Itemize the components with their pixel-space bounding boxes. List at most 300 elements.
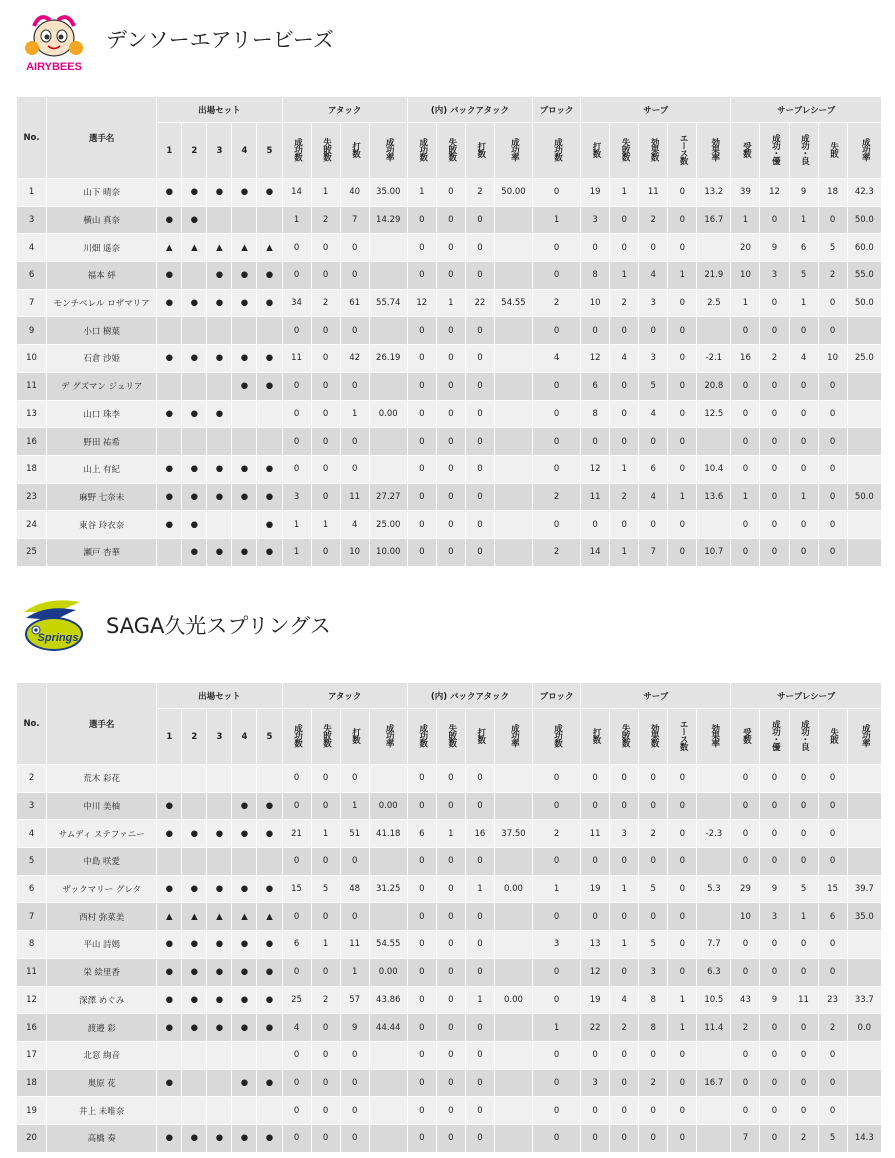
stat-cell: 0	[311, 234, 340, 262]
stat-cell: 25.0	[847, 345, 881, 373]
stat-cell: 0	[282, 400, 311, 428]
stat-cell: 40	[340, 179, 369, 207]
set-played-mark: ●	[232, 179, 257, 207]
stat-cell: 18	[818, 179, 847, 207]
stat-cell: 22	[465, 289, 494, 317]
stat-cell	[369, 455, 407, 483]
stat-cell: 12	[581, 455, 610, 483]
stat-cell: 25.00	[369, 511, 407, 539]
stat-cell: 1	[311, 820, 340, 848]
stat-cell	[369, 234, 407, 262]
player-name: 福本 絆	[47, 262, 157, 290]
stat-cell: 4	[789, 345, 818, 373]
stat-cell: 0	[282, 848, 311, 876]
stat-cell: 0	[668, 372, 697, 400]
column-header-label: 失敗数	[620, 723, 631, 747]
stat-cell: 43.86	[369, 986, 407, 1014]
stat-cell: 0	[818, 289, 847, 317]
stat-cell	[369, 1097, 407, 1125]
column-header-label: 失敗数	[446, 723, 457, 747]
stat-cell	[369, 903, 407, 931]
stat-cell: 0	[668, 179, 697, 207]
stat-cell: 0	[340, 1097, 369, 1125]
set-played-mark	[157, 317, 182, 345]
stat-cell: 2	[610, 483, 639, 511]
player-name: ザックマリー グレタ	[47, 875, 157, 903]
column-header-label: 受数	[741, 727, 752, 743]
set-played-mark	[232, 206, 257, 234]
stat-cell: 0	[533, 179, 581, 207]
stat-cell: 0	[668, 1069, 697, 1097]
stat-cell: 15	[818, 875, 847, 903]
attack-column-header	[340, 123, 369, 179]
stat-cell: 0	[818, 372, 847, 400]
stat-cell: 0	[760, 848, 789, 876]
set-played-mark: ●	[257, 958, 282, 986]
team-name: デンソーエアリービーズ	[106, 28, 334, 52]
stat-cell: 0	[311, 1069, 340, 1097]
set-played-mark	[207, 511, 232, 539]
set-played-mark: ●	[257, 875, 282, 903]
stat-cell: 0	[818, 958, 847, 986]
stat-cell: 50.0	[847, 483, 881, 511]
stat-cell: 16	[465, 820, 494, 848]
stat-cell: 0	[668, 345, 697, 373]
stat-cell: 0	[533, 511, 581, 539]
stat-cell: 10	[731, 262, 760, 290]
stat-cell: 5	[639, 372, 668, 400]
stat-cell: 0	[760, 765, 789, 793]
stat-cell: 14.3	[847, 1124, 881, 1152]
set-number-header: 1	[157, 123, 182, 179]
stat-cell: -2.1	[697, 345, 731, 373]
player-row	[17, 483, 882, 511]
receive-column-header	[818, 709, 847, 765]
stat-cell: 0	[818, 931, 847, 959]
stat-cell: 0	[407, 986, 436, 1014]
player-name: 奥原 花	[47, 1069, 157, 1097]
svg-text:Springs: Springs	[37, 632, 79, 644]
stat-cell: 0	[610, 317, 639, 345]
set-played-mark: ●	[257, 262, 282, 290]
stat-cell: 0	[789, 792, 818, 820]
stat-cell: 10	[340, 538, 369, 566]
stat-cell: 0	[436, 1097, 465, 1125]
stat-cell: 0	[610, 1097, 639, 1125]
stat-cell: 11	[340, 931, 369, 959]
stat-cell: 0	[436, 958, 465, 986]
set-played-mark: ●	[207, 483, 232, 511]
stat-cell: 5	[818, 1124, 847, 1152]
stat-cell: 10.00	[369, 538, 407, 566]
player-row	[17, 1014, 882, 1042]
stat-cell: 3	[533, 931, 581, 959]
set-played-mark: ●	[207, 875, 232, 903]
stat-cell: 8	[581, 262, 610, 290]
stat-cell	[697, 428, 731, 456]
stat-cell: 11	[340, 483, 369, 511]
stat-cell	[697, 765, 731, 793]
stat-cell: 42	[340, 345, 369, 373]
stat-cell: 0	[668, 958, 697, 986]
stat-cell: 0	[760, 289, 789, 317]
set-played-mark: ●	[157, 1069, 182, 1097]
player-row	[17, 848, 882, 876]
block-group-header: ブロック	[533, 97, 581, 123]
stat-cell: 9	[760, 986, 789, 1014]
stat-cell: 0	[465, 1097, 494, 1125]
stat-cell: 0	[731, 455, 760, 483]
stat-cell: 39.7	[847, 875, 881, 903]
stat-cell: 0	[731, 511, 760, 539]
stat-cell: 0.00	[369, 400, 407, 428]
stat-cell	[494, 1124, 532, 1152]
set-played-mark	[182, 848, 207, 876]
set-played-mark: ●	[157, 511, 182, 539]
set-played-mark	[157, 848, 182, 876]
set-number-header: 5	[257, 123, 282, 179]
set-played-mark: ●	[207, 289, 232, 317]
stat-cell: 7	[731, 1124, 760, 1152]
stat-cell: 0	[789, 1097, 818, 1125]
stat-cell: 0	[818, 1041, 847, 1069]
stat-cell: 61	[340, 289, 369, 317]
column-header-label: 打数	[350, 727, 361, 743]
stat-cell	[494, 345, 532, 373]
set-played-mark	[207, 428, 232, 456]
set-played-mark: ▲	[157, 903, 182, 931]
set-played-mark: ●	[257, 511, 282, 539]
set-played-mark: ▲	[207, 903, 232, 931]
stat-cell: 0	[818, 455, 847, 483]
set-played-mark	[207, 765, 232, 793]
stat-cell: 0	[282, 765, 311, 793]
stat-cell: 0	[533, 317, 581, 345]
set-played-mark: ●	[207, 455, 232, 483]
stat-cell: 0	[465, 765, 494, 793]
stat-cell: 0	[731, 538, 760, 566]
player-row	[17, 986, 882, 1014]
stat-cell: 0	[760, 206, 789, 234]
set-played-mark	[232, 848, 257, 876]
player-number: 16	[17, 428, 47, 456]
set-played-mark	[157, 1041, 182, 1069]
player-number: 4	[17, 234, 47, 262]
set-played-mark	[182, 262, 207, 290]
stat-cell: 0	[436, 262, 465, 290]
stat-cell: 0	[407, 372, 436, 400]
stat-cell: 60.0	[847, 234, 881, 262]
stat-cell: 0	[465, 262, 494, 290]
stat-cell: 0	[282, 455, 311, 483]
stat-cell	[494, 903, 532, 931]
stat-cell: 1	[668, 1014, 697, 1042]
stat-cell: 0	[760, 820, 789, 848]
stat-cell: 0	[818, 511, 847, 539]
stat-cell: 5	[311, 875, 340, 903]
set-played-mark: ●	[182, 538, 207, 566]
stat-cell: 0	[668, 400, 697, 428]
column-header-label: 効果率	[709, 137, 720, 161]
receive-column-header	[847, 123, 881, 179]
player-name: 山上 有紀	[47, 455, 157, 483]
stat-cell: 0	[789, 372, 818, 400]
stat-cell: 4	[610, 986, 639, 1014]
stat-cell: 0	[610, 792, 639, 820]
stat-cell: 5	[818, 234, 847, 262]
stat-cell: 0	[282, 958, 311, 986]
stat-cell: 0	[465, 400, 494, 428]
stat-cell	[494, 931, 532, 959]
stat-cell: 0.00	[494, 986, 532, 1014]
stat-cell: 0	[639, 511, 668, 539]
stat-cell	[369, 1124, 407, 1152]
stat-cell: 0	[760, 792, 789, 820]
player-header: 選手名	[47, 97, 157, 179]
stat-cell: 14	[282, 179, 311, 207]
set-played-mark: ●	[157, 1014, 182, 1042]
column-header-label: 効果数	[649, 137, 660, 161]
player-number: 10	[17, 345, 47, 373]
stat-cell: 37.50	[494, 820, 532, 848]
receive-column-header	[847, 709, 881, 765]
set-played-mark	[182, 1097, 207, 1125]
stat-cell: 0	[436, 234, 465, 262]
stat-cell: 0	[668, 538, 697, 566]
attack-column-header	[282, 123, 311, 179]
stat-cell: 0	[639, 1124, 668, 1152]
stat-cell: 1	[610, 875, 639, 903]
stat-cell: 0	[407, 234, 436, 262]
stat-cell: 2	[311, 206, 340, 234]
player-row	[17, 289, 882, 317]
attack-group-header: アタック	[282, 683, 407, 709]
stat-cell: 0	[465, 931, 494, 959]
stat-cell: 0	[340, 1069, 369, 1097]
set-played-mark: ●	[182, 958, 207, 986]
stat-cell: 0	[436, 372, 465, 400]
stat-cell: 19	[581, 179, 610, 207]
stat-cell	[494, 958, 532, 986]
stat-cell: 22	[581, 1014, 610, 1042]
set-number-header: 3	[207, 709, 232, 765]
stat-cell: 0	[340, 428, 369, 456]
stat-cell: 0	[610, 903, 639, 931]
set-played-mark: ●	[182, 455, 207, 483]
stat-cell	[369, 765, 407, 793]
player-row	[17, 1124, 882, 1152]
stat-cell	[369, 1069, 407, 1097]
set-played-mark: ●	[257, 455, 282, 483]
stat-cell: 2	[533, 538, 581, 566]
column-header-label: 成功率	[509, 723, 520, 747]
stat-cell: 0	[731, 848, 760, 876]
stat-cell: 0	[668, 511, 697, 539]
column-header-label: 効果率	[709, 723, 720, 747]
set-played-mark: ●	[232, 455, 257, 483]
back-attack-column-header	[436, 709, 465, 765]
set-played-mark: ▲	[232, 903, 257, 931]
stat-cell: 0	[407, 903, 436, 931]
stat-cell: 0	[282, 317, 311, 345]
set-played-mark: ●	[207, 179, 232, 207]
stat-cell	[494, 1041, 532, 1069]
player-name: 横山 真奈	[47, 206, 157, 234]
stat-cell: 4	[639, 483, 668, 511]
column-header-label: 成功率	[509, 137, 520, 161]
stat-cell: 0	[789, 848, 818, 876]
stat-cell: 0	[465, 455, 494, 483]
set-played-mark: ●	[257, 538, 282, 566]
stat-cell: 0	[533, 1069, 581, 1097]
stat-cell: 0	[533, 1041, 581, 1069]
stat-cell: 3	[639, 289, 668, 317]
stat-cell: 0	[731, 1069, 760, 1097]
stat-cell: 0	[436, 986, 465, 1014]
player-row	[17, 1069, 882, 1097]
back-attack-column-header	[407, 709, 436, 765]
stat-cell: 20.8	[697, 372, 731, 400]
stat-cell: 1	[282, 206, 311, 234]
stat-cell: 1	[340, 792, 369, 820]
stat-cell	[494, 372, 532, 400]
stat-cell: 0	[639, 765, 668, 793]
stat-cell: 1	[610, 262, 639, 290]
stat-cell: 0	[668, 428, 697, 456]
stat-cell: 0	[436, 345, 465, 373]
stat-cell: 10.4	[697, 455, 731, 483]
stat-cell: 0	[668, 289, 697, 317]
stat-cell: 0	[436, 317, 465, 345]
player-name: 山下 晴奈	[47, 179, 157, 207]
player-header: 選手名	[47, 683, 157, 765]
set-played-mark: ●	[232, 345, 257, 373]
stat-cell: 11	[789, 986, 818, 1014]
set-played-mark	[157, 765, 182, 793]
set-played-mark: ●	[157, 179, 182, 207]
stat-cell: 0	[533, 903, 581, 931]
stat-cell: 0	[533, 792, 581, 820]
stat-cell: 0	[407, 931, 436, 959]
stat-cell: 5	[639, 931, 668, 959]
player-name: 麻野 七奈未	[47, 483, 157, 511]
stat-cell	[697, 1124, 731, 1152]
stat-cell: 10.7	[697, 538, 731, 566]
stat-cell: 12.5	[697, 400, 731, 428]
attack-column-header	[311, 709, 340, 765]
column-header-label: 成功率	[860, 723, 871, 747]
set-played-mark: ●	[257, 372, 282, 400]
column-header-label: 失敗数	[446, 137, 457, 161]
stat-cell: 0	[311, 792, 340, 820]
stat-cell	[369, 1041, 407, 1069]
set-played-mark	[257, 400, 282, 428]
set-played-mark	[257, 1097, 282, 1125]
stat-cell: 0	[407, 206, 436, 234]
set-played-mark	[257, 848, 282, 876]
set-played-mark: ●	[232, 875, 257, 903]
stat-cell: 15	[282, 875, 311, 903]
stat-cell: 1	[789, 903, 818, 931]
stat-cell: 10	[818, 345, 847, 373]
stat-cell: 0	[731, 372, 760, 400]
set-played-mark: ●	[232, 538, 257, 566]
stat-cell	[369, 428, 407, 456]
column-header-label: 打数	[475, 141, 486, 157]
stat-cell: 2	[760, 345, 789, 373]
column-header-label: 成功・良	[799, 134, 810, 164]
set-played-mark	[207, 206, 232, 234]
stat-cell: 12	[407, 289, 436, 317]
set-played-mark	[157, 1097, 182, 1125]
stat-cell: 54.55	[494, 289, 532, 317]
stat-cell: 4	[282, 1014, 311, 1042]
set-played-mark	[207, 848, 232, 876]
stat-cell: 0	[407, 765, 436, 793]
set-played-mark	[182, 792, 207, 820]
column-header-label: 失敗数	[620, 137, 631, 161]
set-played-mark: ●	[182, 179, 207, 207]
stat-cell: 1	[668, 986, 697, 1014]
stat-cell	[494, 317, 532, 345]
stat-cell: 1	[731, 206, 760, 234]
stat-cell: 0	[533, 1124, 581, 1152]
player-row	[17, 262, 882, 290]
stat-cell: 0.00	[369, 792, 407, 820]
stat-cell: 0	[789, 1069, 818, 1097]
stat-cell: 16	[731, 345, 760, 373]
set-played-mark: ●	[182, 511, 207, 539]
stat-cell: 0	[789, 765, 818, 793]
stat-cell: 0	[639, 234, 668, 262]
stat-cell: 21.9	[697, 262, 731, 290]
stat-cell: 54.55	[369, 931, 407, 959]
stat-cell: 0	[639, 317, 668, 345]
player-row	[17, 400, 882, 428]
stat-cell: 0	[789, 428, 818, 456]
set-played-mark: ●	[157, 792, 182, 820]
stat-cell	[697, 511, 731, 539]
set-played-mark	[232, 428, 257, 456]
column-header-label: 成功数	[417, 723, 428, 747]
set-played-mark	[182, 1069, 207, 1097]
stat-cell: 0	[760, 455, 789, 483]
set-played-mark	[207, 1041, 232, 1069]
stat-cell: 10	[731, 903, 760, 931]
stat-cell: 0	[610, 234, 639, 262]
stat-cell: 0	[760, 931, 789, 959]
stat-cell: 16.7	[697, 1069, 731, 1097]
stat-cell: 0	[818, 765, 847, 793]
set-played-mark: ▲	[182, 903, 207, 931]
stat-cell: 0	[407, 1124, 436, 1152]
column-header-label: 効果数	[649, 723, 660, 747]
no-header: No.	[17, 97, 47, 179]
stat-cell: 0	[789, 820, 818, 848]
set-played-mark	[257, 428, 282, 456]
stat-cell: 0	[340, 317, 369, 345]
stat-cell: 57	[340, 986, 369, 1014]
stat-cell	[494, 538, 532, 566]
stat-cell	[847, 400, 881, 428]
set-played-mark: ●	[207, 1014, 232, 1042]
player-row	[17, 792, 882, 820]
stat-cell	[494, 1097, 532, 1125]
stat-cell: 0	[610, 206, 639, 234]
player-name: 石倉 沙姫	[47, 345, 157, 373]
stat-cell: 0	[340, 455, 369, 483]
stat-cell: 0	[436, 765, 465, 793]
